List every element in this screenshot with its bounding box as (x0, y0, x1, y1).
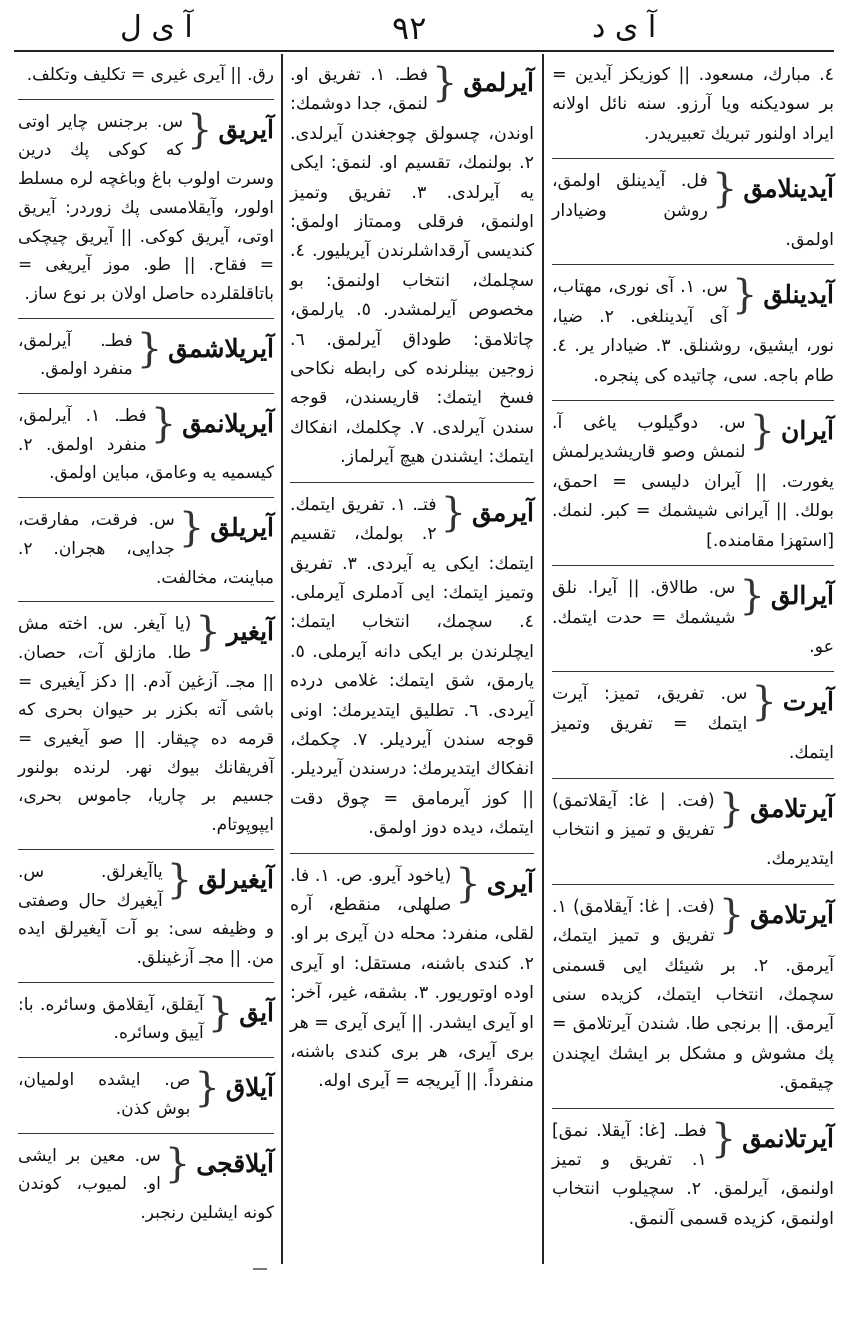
entry-separator (552, 158, 834, 159)
brace-glyph: { (731, 272, 758, 319)
column-divider-right (542, 54, 544, 1264)
entry-definition: فتـ. ١. تفريق ايتمك. ٢. بولمك، تقسيم ايتمك: ايكى يه آيردى. ٣. تفريق وتميز ايتمك: ايى آدملرى آيرملى. ٤. سچمك، انتخاب ايتمك: ايچلرندن بر ايكى دانه آيرملى. ٥. يارمق، شق ايتمك: غلامى درده آيردى. ٦. تطليق ايتديرمك: اونى قوجه سندن آيرديلر. ٧. چكمك، انفكاك ايتديرمك: درسندن آيرديلر. || كوز آيرمامق = چوق دقت ايتمك، ديده دوز اولمق. (290, 494, 535, 839)
entry-definition: (يا آيغر. س. اخته مش طا. مازلق آت، حصان. || مجـ. آزغين آدم. || دكز آيغيرى = باشى آته بكزر بر حيوان بحرى كه قرمه ده چيقار. || صو آيغيرى = آفريقانك بيوك نهر. لرنده بولنور جسيم بر چاريا، جاموس بحرى، ايپوپوتام. (18, 614, 274, 836)
dictionary-entry (290, 490, 534, 847)
entry-headword: آيرى (486, 868, 534, 898)
dictionary-entry (552, 272, 834, 394)
dictionary-entry (18, 609, 274, 843)
brace-glyph: { (178, 505, 205, 552)
column-divider-left (281, 54, 283, 1264)
entry-separator (18, 393, 274, 394)
entry-separator (18, 1057, 274, 1058)
entry-definition: س. معين بر ايشى او. لميوب، كوندن كونه ايشلين رنجبر. (18, 1145, 274, 1223)
entry-headword: آيريلق (210, 513, 274, 543)
header-rule (14, 50, 834, 52)
column-right (552, 60, 834, 1237)
dictionary-entry (18, 857, 274, 976)
dictionary-entry (552, 60, 834, 152)
entry-headword: آيريلانمق (182, 409, 274, 439)
brace-glyph: { (718, 891, 745, 938)
entry-definition: ياآيغرلق. س. آيغيرك حال وصفتى و وظيفه سى: بو آت آيغيرلق ايده من. || مجـ آزغينلق. (18, 861, 274, 968)
dictionary-entry (290, 60, 534, 476)
entry-headword: آيرلمق (463, 68, 534, 97)
dictionary-entry (552, 892, 834, 1102)
entry-separator (552, 1108, 834, 1109)
dictionary-entry (290, 861, 534, 1100)
entry-headword: آيريلاشمق (168, 333, 274, 363)
entry-separator (18, 982, 274, 983)
brace-glyph: { (136, 325, 163, 372)
dictionary-entry (552, 408, 834, 559)
entry-headword: آيرتلامق (750, 793, 834, 823)
running-head-right: آ ی د (592, 10, 657, 45)
entry-definition: س. دوگيلوب ياغى آ. لنمش وصو قاريشديرلمش يغورت. || آيران دليسى = احمق، بولك. || آيرانى شيشمك = كبر. لنمك. [استهزا مقامنده.] (552, 413, 834, 551)
entry-separator (552, 400, 834, 401)
entry-separator (18, 601, 274, 602)
page-number: ۹۲ (392, 9, 427, 47)
entry-definition: س. ١. آى نورى، مهتاب، آى آيدينلغى. ٢. ضيا، نور، ايشيق، روشنلق. ٣. ضيادار ير. ٤. طام باجه. سى، چاتيده كى پنجره. (552, 277, 834, 386)
dictionary-entry (18, 1141, 274, 1231)
entry-definition: س. برجنس چاير اوتى كه كوكى پك درين وسرت اولوب باغ وباغچه لره مسلط اولور، وآيقلامسى پك زوردر: آيريق اوتى، آيريق كوكى. || آيريق چيچكى = فقاح. || طو. موز آيريغى = باتاقلقلرده حاصل اولان بر نوع ساز. (18, 111, 274, 304)
brace-glyph: { (207, 989, 234, 1036)
entry-separator (552, 671, 834, 672)
column-left (18, 60, 274, 1231)
entry-definition: (فت. | غا: آيقلاتمق) تفريق و تميز و انتخاب ايتديرمك. (552, 790, 834, 870)
dictionary-entry (552, 1116, 834, 1238)
entry-headword: آيرالق (770, 581, 834, 611)
entry-definition: ٤. مبارك، مسعود. || كوزيكز آيدين = بر سوديكنه ويا آرزو. سنه نائل اولانه ايراد اولنور تبريك تعبيريدر. (552, 65, 834, 144)
entry-headword: آيريق (218, 114, 274, 144)
entry-separator (552, 264, 834, 265)
entry-definition: فطـ. ١. آيرلمق، منفرد اولمق. ٢. كيسميه يه وعامق، مباين اولمق. (18, 406, 274, 484)
entry-definition: رق. || آيرى غيرى = تكليف وتكلف. (26, 65, 274, 85)
footer-mark (253, 1268, 267, 1270)
entry-definition: فل. آيدينلق اولمق، روشن وضيادار اولمق. (552, 171, 834, 251)
brace-glyph: { (187, 106, 213, 153)
entry-headword: آيرتلامق (750, 899, 834, 929)
entry-separator (18, 318, 274, 319)
entry-headword: آيلاقجى (196, 1148, 274, 1178)
entry-separator (18, 99, 274, 100)
dictionary-entry (18, 107, 274, 312)
dictionary-entry (18, 505, 274, 595)
brace-glyph: { (194, 1065, 220, 1112)
entry-headword: آيدينلامق (743, 174, 834, 204)
entry-headword: آيلاق (225, 1073, 274, 1103)
brace-glyph: { (431, 60, 458, 106)
entry-definition: س. طالاق. || آيرا. نلق شيشمك = حدت ايتمك. عو. (552, 578, 834, 657)
dictionary-entry (552, 166, 834, 258)
brace-glyph: { (150, 401, 177, 448)
entry-headword: آيرتلانمق (742, 1123, 834, 1153)
brace-glyph: { (440, 489, 467, 536)
dictionary-entry (552, 573, 834, 665)
entry-definition: (فت. | غا: آيقلامق) ١. تفريق و تميز ايتمك، آيرمق. ٢. بر شيئك ايى قسمنى سچمك، انتخاب ايتمك، كزيده سنى آيرمق. || برنجى طا. شندن آيرتلامق = پك مشوش و مشكل بر ايشك ايچندن چيقمق. (552, 896, 834, 1094)
entry-separator (290, 482, 534, 483)
dictionary-entry (552, 786, 834, 878)
brace-glyph: { (751, 679, 777, 726)
dictionary-entry (18, 990, 274, 1051)
entry-definition: فطـ. [غا: آيقلا. نمق] ١. تفريق و تميز اولنمق، آيرلمق. ٢. سچيلوب انتخاب اولنمق، كزيده قسمى آلنمق. (552, 1120, 834, 1229)
dictionary-entry (18, 60, 274, 93)
entry-separator (552, 884, 834, 885)
brace-glyph: { (164, 1140, 191, 1187)
entry-headword: آيران (780, 416, 834, 446)
entry-separator (552, 565, 834, 566)
entry-headword: آيدينلق (763, 280, 834, 310)
entry-headword: آيغير (226, 617, 274, 647)
entry-separator (18, 1133, 274, 1134)
entry-definition: (ياخود آيرو. ص. ١. فا. صلهلى، منقطع، آره لقلى، منفرد: محله دن آيرى بر او. ٢. كندى باشنه، مستقل: او آيرى اوده اوتوريور. ٣. بشقه، غير، آخر: او آيرى ايشدر. || آيرى آيرى = هر برى آيرى، هر برى كندى باشنه، منفرداً. || آيريجه = آيرى اوله. (290, 865, 534, 1092)
entry-definition: آيقلق، آيقلامق وسائره. با: آييق وسائره. (18, 994, 204, 1044)
column-middle (290, 60, 534, 1100)
entry-separator (18, 497, 274, 498)
brace-glyph: { (195, 609, 221, 656)
entry-separator (290, 853, 534, 854)
dictionary-entry (18, 401, 274, 491)
dictionary-entry (552, 679, 834, 771)
entry-definition: ص. ايشده اولميان، بوش كذن. (18, 1070, 191, 1119)
brace-glyph: { (749, 408, 775, 455)
entry-definition: فطـ. آيرلمق، منفرد اولمق. (18, 330, 133, 380)
entry-definition: س. فرقت، مفارقت، جدايى، هجران. ٢. مباينت، مخالفت. (18, 510, 274, 588)
entry-headword: آيغيرلق (198, 864, 274, 894)
entry-definition: فطـ. ١. تفريق او. لنمق، جدا دوشمك: اوندن، چسولق چوجغندن آيرلدى. ٢. بولنمك، تقسيم او. لنمق: ايكى يه آيرلدى. ٣. تفريق وتميز اولنمق، فرقلى وممتاز اولمق: كنديسى آرقداشلرندن آيريليور. ٤. سچلمك، انتخاب اولنمق: بو مخصوص آيرلمشدر. ٥. يارلمق، چاتلامق: طوداق آيرلمق. ٦. زوجين بينلرنده كى رابطه نكاحى فسخ ايتمك: قاريسندن، قوجه سندن آيرلدى. ٧. چكلمك، انفكاك ايتمك: ايشندن هيچ آيرلماز. (290, 65, 534, 468)
entry-headword: آيرت (782, 687, 834, 717)
running-head-left: آ ی ل (120, 10, 193, 45)
brace-glyph: { (718, 785, 745, 832)
entry-headword: آيرمق (472, 497, 534, 527)
entry-separator (18, 849, 274, 850)
brace-glyph: { (711, 166, 738, 213)
dictionary-entry (18, 326, 274, 387)
entry-headword: آيق (239, 997, 274, 1027)
entry-separator (552, 778, 834, 779)
brace-glyph: { (166, 856, 193, 903)
entry-definition: س. تفريق، تميز: آيرت ايتمك = تفريق وتميز ايتمك. (552, 684, 834, 764)
dictionary-entry (18, 1065, 274, 1126)
brace-glyph: { (739, 573, 765, 620)
brace-glyph: { (455, 860, 481, 907)
brace-glyph: { (710, 1115, 737, 1162)
